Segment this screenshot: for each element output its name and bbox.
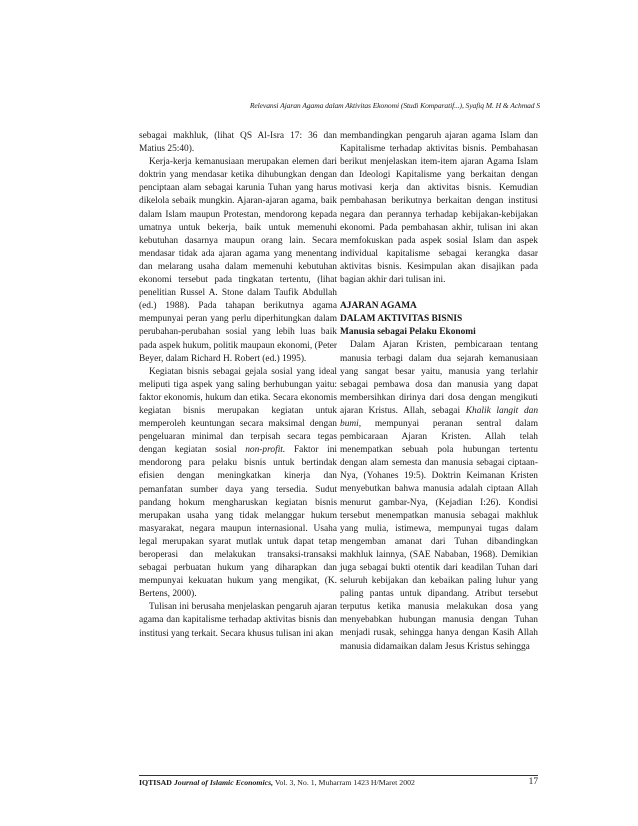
journal-name: IQTISAD bbox=[139, 778, 172, 787]
italic-term: non-profit. bbox=[245, 445, 286, 456]
section-heading: DALAM AKTIVITAS BISNIS bbox=[340, 314, 463, 325]
paragraph: Kerja-kerja kemanusiaan merupakan elemen dari doktrin yang mendasar ketika dihubungkan dengan penciptaan alam sebagai karunia Tuhan yang harus dikelola sebaik mungkin. Ajaran-ajaran agama, baik dalam Islam maupun Protestan, mendorong kepada umatnya untuk bekerja, baik untuk memenuhi kebutuhan dasarnya maupun orang lain. Secara mendasar tidak ada ajaran agama yang menentang dan melarang usaha dalam memenuhi kebutuhan ekonomi tersebut pada tingkatan tertentu, (lihat penelitian Russel A. Stone dalam Taufik Abdullah (ed.) 1988). Pada tahapan berikutnya agama mempunyai peran yang perlu diperhitungkan dalam perubahan-perubahan sosial yang lebih luas baik pada aspek hukum, politik maupaun ekonomi, (Peter Beyer, dalam Richard H. Robert (ed.) 1995). bbox=[139, 157, 337, 364]
right-column bbox=[340, 130, 538, 654]
left-column bbox=[139, 130, 337, 641]
section-heading: AJARAN AGAMA bbox=[340, 301, 417, 312]
footer-rule bbox=[139, 775, 538, 776]
paragraph bbox=[139, 366, 337, 602]
paragraph: sebagai makhluk, (lihat QS Al-Isra 17: 36 dan Matius 25:40). bbox=[139, 131, 337, 155]
subsection-heading: Manusia sebagai Pelaku Ekonomi bbox=[340, 327, 476, 338]
paragraph bbox=[340, 339, 538, 653]
journal-details: Vol. 3, No. 1, Muharram 1423 H/Maret 2002 bbox=[273, 778, 415, 787]
footer bbox=[139, 778, 538, 787]
paragraph-text: mempunyai peranan sentral dalam pembicaraan Ajaran Kristen. Allah telah menempatkan sebuah pola hubungan tertentu dengan alam semesta dan manusia sebagai ciptaan-Nya, (Yohanes 19:5). Doktrin Keimanan Kristen menyebutkan bahwa manusia adalah ciptaan Allah menurut gambar-Nya, (Kejadian I:26). Kondisi tersebut menempatkan manusia sebagai makhluk yang mulia, istimewa, mempunyai tugas dalam mengemban amanat dari Tuhan dibandingkan makhluk lainnya, (SAE Nababan, 1968). Demikian juga sebagai bukti otentik dari keadilan Tuhan dari seluruh kebijakan dan kebaikan paling luhur yang paling pantas untuk dipandang. Atribut tersebut terputus ketika manusia melakukan dosa yang menyebabkan hubungan manusia dengan Tuhan menjadi rusak, sehingga hanya dengan Kasih Allah manusia didamaikan dalam Jesus Kristus sehingga bbox=[340, 418, 538, 652]
paragraph-text: Faktor ini mendorong para pelaku bisnis untuk bertindak efisien dengan meningkatkan kinerja dan pemanfatan sumber daya yang tersedia. Sudut pandang hokum mengharuskan kegiatan bisnis merupakan usaha yang tidak melanggar hukum masyarakat, negara maupun internasional. Usaha legal merupakan syarat mutlak untuk dapat tetap beroperasi dan melakukan transaksi-transaksi sebagai perbuatan hukum yang diharapkan dan mempunyai kekuatan hukum yang mengikat, (K. Bertens, 2000). bbox=[139, 445, 338, 600]
page-number: 17 bbox=[528, 777, 538, 787]
running-head: Relevansi Ajaran Agama dalam Aktivitas Ekonomi (Studi Komparatif...), Syafiq M. H & Achmad S bbox=[249, 101, 540, 110]
paragraph-text: Kegiatan bisnis sebagai gejala sosial yang ideal meliputi tiga aspek yang saling berhubungan yaitu: faktor ekonomis, hukum dan etika. Secara ekonomis kegiatan bisnis merupakan kegiatan untuk memperoleh keuntungan secara maksimal dengan pengeluaran minimal dan terpisah secara tegas dengan kegiatan sosial bbox=[139, 366, 337, 456]
paragraph: Tulisan ini berusaha menjelaskan pengaruh ajaran agama dan kapitalisme terhadap aktivitas bisnis dan institusi yang terkait. Secara khusus tulisan ini akan bbox=[139, 602, 337, 639]
italic-term: Khalik langit dan bumi, bbox=[340, 405, 539, 429]
journal-subtitle: Journal of Islamic Economics, bbox=[173, 778, 274, 787]
section-gap bbox=[340, 287, 538, 300]
paragraph: membandingkan pengaruh ajaran agama Islam dan Kapitalisme terhadap aktivitas bisnis. Pembahasan berikut menjelaskan item-item ajaran Agama Islam dan Ideologi Kapitalisme yang berkaitan dengan motivasi kerja dan aktivitas bisnis. Kemudian pembahasan berikutnya berkaitan dengan institusi negara dan perannya terhadap kebijakan-kebijakan ekonomi. Pada pembahasan akhir, tulisan ini akan memfokuskan pada aspek sosial Islam dan aspek individual kapitalisme sebagai kerangka dasar aktivitas bisnis. Kesimpulan akan disajikan pada bagian akhir dari tulisan ini. bbox=[340, 131, 538, 286]
paragraph-text: Dalam Ajaran Kristen, pembicaraan tentang manusia terbagi dalam dua sejarah kemanusiaan yang sangat besar yaitu, manusia yang terlahir sebagai pembawa dosa dan manusia yang dapat membersihkan dirinya dari dosa dengan mengikuti ajaran Kristus. Allah, sebagai bbox=[340, 340, 538, 416]
